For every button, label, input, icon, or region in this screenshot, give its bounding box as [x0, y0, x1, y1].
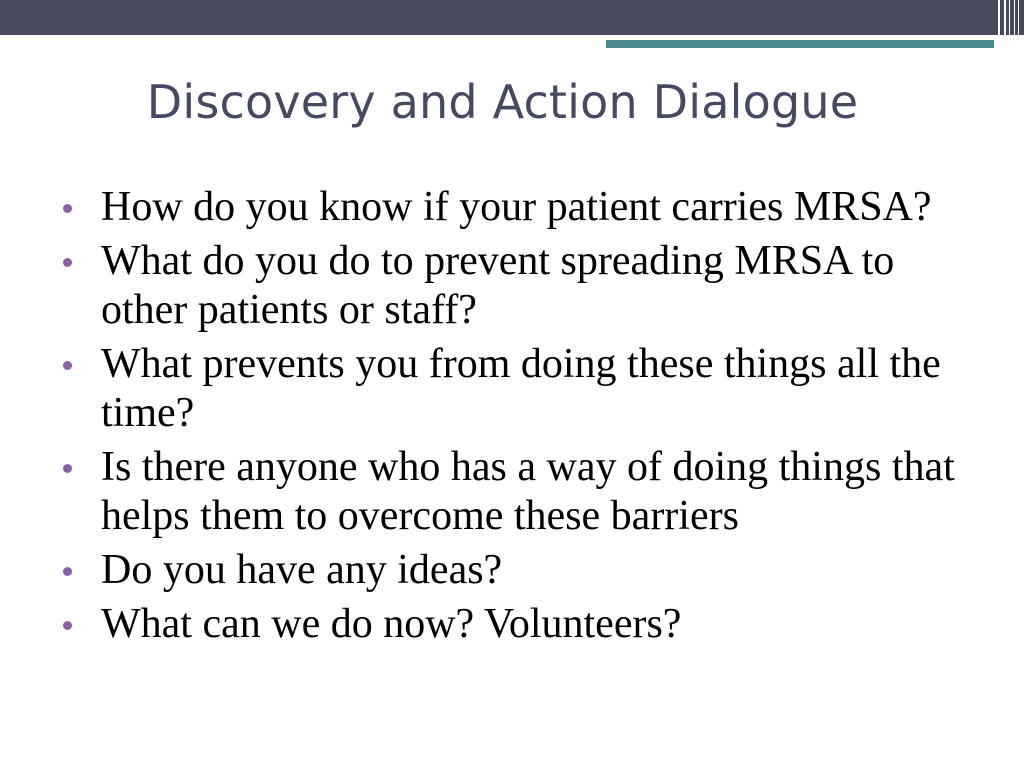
- bullet-dot-icon: [63, 258, 72, 267]
- bullet-dot-icon: [63, 204, 72, 213]
- bullet-item: [60, 443, 960, 541]
- accent-line: [606, 40, 994, 48]
- bullet-item: [60, 237, 960, 335]
- bullet-dot-icon: [63, 567, 72, 576]
- bullet-item: [60, 183, 960, 232]
- header-stripes-decoration: [994, 0, 1024, 50]
- bullet-text: Do you have any ideas?: [101, 547, 503, 593]
- bullet-list: [60, 183, 960, 654]
- header-band: [0, 0, 1024, 35]
- bullet-dot-icon: [63, 361, 72, 370]
- bullet-text: What can we do now? Volunteers?: [101, 601, 682, 647]
- bullet-item: [60, 340, 960, 438]
- bullet-item: [60, 600, 960, 649]
- bullet-text: What prevents you from doing these things all the time?: [101, 341, 941, 436]
- bullet-text: How do you know if your patient carries MRSA?: [101, 184, 932, 230]
- bullet-dot-icon: [63, 621, 72, 630]
- bullet-item: [60, 546, 960, 595]
- bullet-dot-icon: [63, 464, 72, 473]
- slide-title: Discovery and Action Dialogue: [146, 75, 859, 129]
- bullet-text: What do you do to prevent spreading MRSA to other patients or staff?: [101, 238, 895, 333]
- bullet-text: Is there anyone who has a way of doing things that helps them to overcome these barriers: [101, 444, 955, 539]
